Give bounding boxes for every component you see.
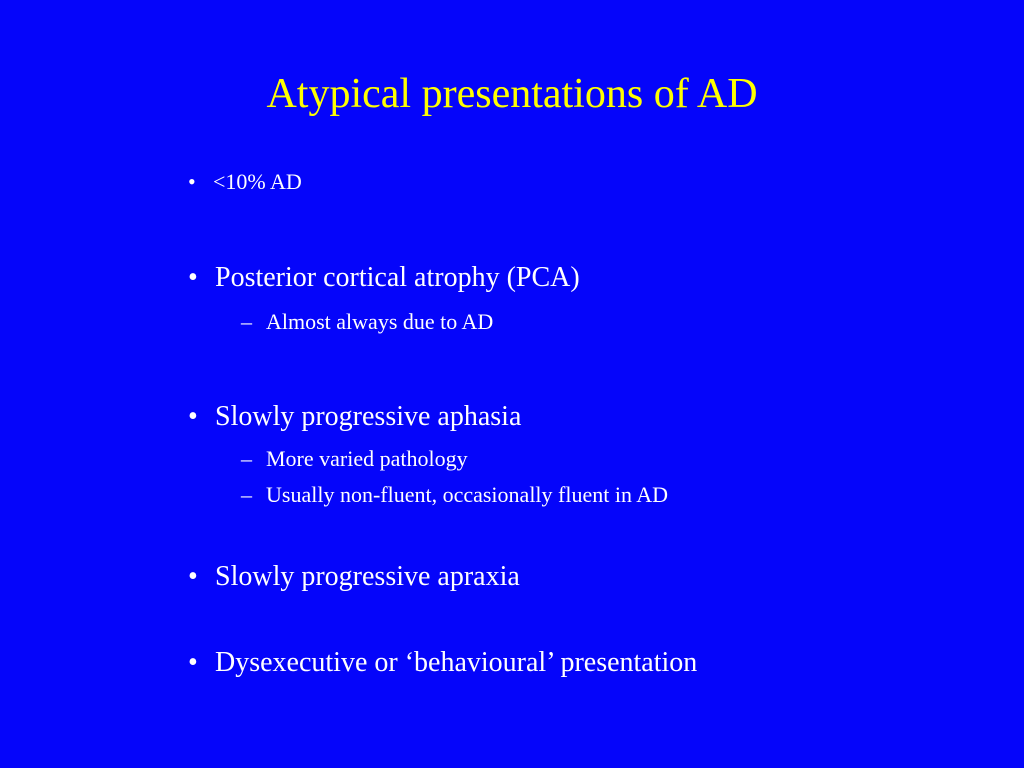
dash-marker: – [241,482,252,507]
sub-bullet-item [241,445,941,473]
slide-title: Atypical presentations of AD [266,71,758,117]
bullet-marker: • [188,647,198,678]
bullet-text: Slowly progressive aphasia [215,401,522,432]
bullet-item [188,646,988,680]
sub-bullet-text: Usually non-fluent, occasionally fluent in AD [266,482,669,507]
bullet-marker: • [188,401,198,432]
sub-bullet-item [241,308,941,336]
bullet-marker: • [188,169,196,194]
bullet-text: <10% AD [213,169,302,194]
bullet-marker: • [188,262,198,293]
bullet-text: Posterior cortical atrophy (PCA) [215,262,580,293]
sub-bullet-item [241,481,941,509]
dash-marker: – [241,446,252,471]
bullet-item [188,261,988,295]
bullet-item [188,560,988,594]
sub-bullet-text: More varied pathology [266,446,468,471]
bullet-item [188,168,988,196]
sub-bullet-text: Almost always due to AD [266,309,494,334]
bullet-text: Slowly progressive apraxia [215,561,520,592]
bullet-item [188,400,988,434]
bullet-text: Dysexecutive or ‘behavioural’ presentation [215,647,698,678]
bullet-marker: • [188,561,198,592]
dash-marker: – [241,309,252,334]
